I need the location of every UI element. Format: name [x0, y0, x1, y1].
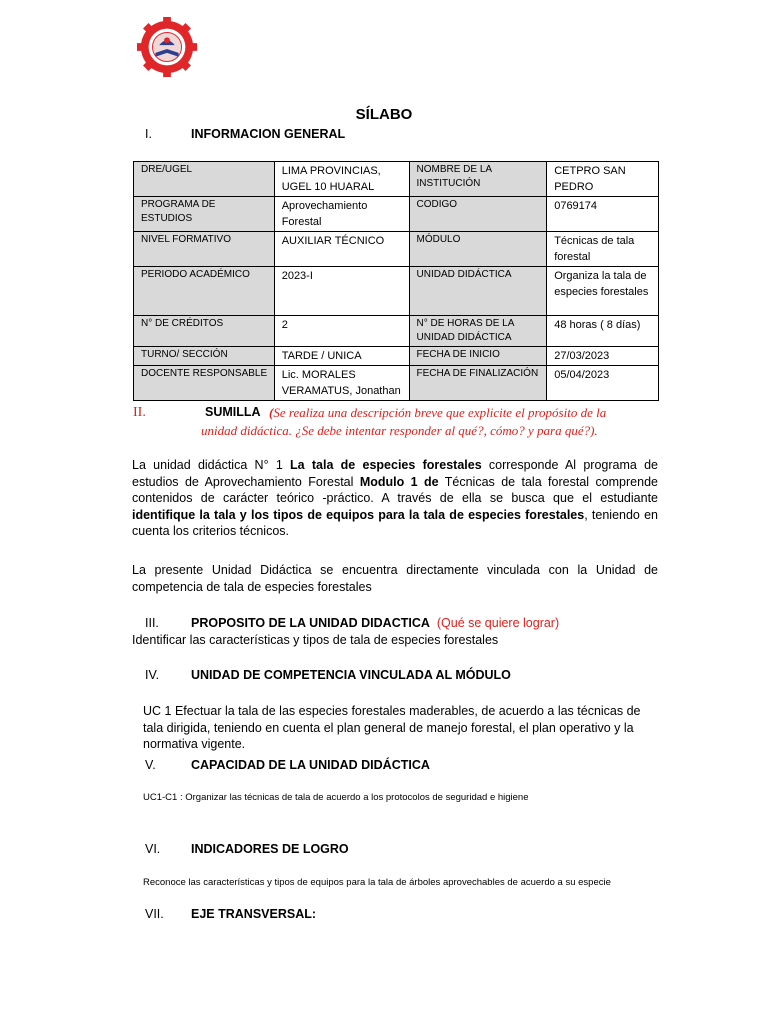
section-6-text: Reconoce las características y tipos de equipos para la tala de árboles aprovechables de acuerdo a su especie	[143, 877, 611, 888]
institution-logo	[136, 16, 198, 78]
table-key: CODIGO	[409, 197, 547, 232]
document-title: SÍLABO	[355, 106, 413, 123]
table-key: MÓDULO	[409, 232, 547, 267]
section-label: CAPACIDAD DE LA UNIDAD DIDÁCTICA	[191, 758, 430, 772]
sumilla-paragraph-2: La presente Unidad Didáctica se encuentra directamente vinculada con la Unidad de competencia de tala de especies forestales	[132, 563, 658, 594]
text-run: Técnicas de tala forestal comprende contenidos de carácter teórico -práctico. A través de ella se busca que el estudiante	[132, 474, 658, 505]
section-note: (Qué se quiere lograr)	[436, 616, 560, 630]
table-value: 2023-I	[274, 267, 409, 316]
table-value: 27/03/2023	[547, 347, 659, 366]
section-label: INFORMACION GENERAL	[191, 127, 346, 141]
text-run-bold: identifique la tala y los tipos de equipos para la tala de especies forestales	[132, 507, 585, 522]
section-number: III.	[145, 616, 159, 630]
table-key: NOMBRE DE LA INSTITUCIÓN	[409, 162, 547, 197]
table-key: FECHA DE INICIO	[409, 347, 547, 366]
general-info-table	[133, 161, 659, 401]
section-number: VI.	[145, 842, 161, 856]
table-row	[134, 316, 659, 347]
section-label-text: PROPOSITO DE LA UNIDAD DIDACTICA	[191, 616, 430, 630]
table-row	[134, 366, 659, 401]
table-key: DOCENTE RESPONSABLE	[134, 366, 275, 401]
text-run-bold: La tala de especies forestales	[290, 458, 482, 472]
text-run-bold: Modulo 1 de	[359, 474, 439, 489]
table-value: CETPRO SAN PEDRO	[547, 162, 659, 197]
section-5-text: UC1-C1 : Organizar las técnicas de tala de acuerdo a los protocolos de seguridad e higiene	[143, 792, 529, 803]
section-number: II.	[133, 405, 146, 420]
section-note	[269, 403, 663, 422]
table-value: Organiza la tala de especies forestales	[547, 267, 659, 316]
section-label: EJE TRANSVERSAL:	[191, 907, 317, 921]
section-label	[191, 616, 559, 630]
table-value: AUXILIAR TÉCNICO	[274, 232, 409, 267]
note-line-1: Se realiza una descripción breve que explicite el propósito de la	[273, 405, 607, 420]
text-run: , teniendo en cuenta los criterios técnicos.	[132, 507, 658, 538]
table-value: 2	[274, 316, 409, 347]
table-value: Lic. MORALES VERAMATUS, Jonathan	[274, 366, 409, 401]
section-4-text: UC 1 Efectuar la tala de las especies forestales maderables, de acuerdo a las técnicas de tala dirigida, teniendo en cuenta el plan general de manejo forestal, el plan operativo y la normativa vigente.	[143, 704, 641, 751]
section-number: VII.	[145, 907, 164, 921]
table-key: DRE/UGEL	[134, 162, 275, 197]
table-value: 0769174	[547, 197, 659, 232]
table-key: UNIDAD DIDÁCTICA	[409, 267, 547, 316]
table-value: Técnicas de tala forestal	[547, 232, 659, 267]
table-key: TURNO/ SECCIÓN	[134, 347, 275, 366]
table-row	[134, 232, 659, 267]
note-paren: (	[269, 405, 274, 420]
sumilla-paragraph	[132, 457, 658, 540]
table-value: TARDE / UNICA	[274, 347, 409, 366]
table-value: Aprovechamiento Forestal	[274, 197, 409, 232]
table-row	[134, 347, 659, 366]
table-value: 05/04/2023	[547, 366, 659, 401]
note-line-2: unidad didáctica. ¿Se debe intentar responder al qué?, cómo? y para qué?).	[201, 423, 598, 438]
table-value: 48 horas ( 8 días)	[547, 316, 659, 347]
table-key: N° DE HORAS DE LA UNIDAD DIDÁCTICA	[409, 316, 547, 347]
section-number: I.	[145, 127, 152, 141]
table-key: FECHA DE FINALIZACIÓN	[409, 366, 547, 401]
table-key: NIVEL FORMATIVO	[134, 232, 275, 267]
table-row	[134, 162, 659, 197]
table-key: PERIODO ACADÉMICO	[134, 267, 275, 316]
table-row	[134, 267, 659, 316]
section-label: UNIDAD DE COMPETENCIA VINCULADA AL MÓDULO	[191, 668, 511, 682]
table-key: N° DE CRÉDITOS	[134, 316, 275, 347]
table-key: PROGRAMA DE ESTUDIOS	[134, 197, 275, 232]
text-run: corresponde Al programa de estudios de Aprovechamiento Forestal	[132, 458, 658, 489]
section-label: SUMILLA	[205, 405, 261, 419]
section-label: INDICADORES DE LOGRO	[191, 842, 349, 856]
section-number: V.	[145, 758, 156, 772]
section-number: IV.	[145, 668, 160, 682]
table-row	[134, 197, 659, 232]
section-3-text: Identificar las características y tipos de tala de especies forestales	[132, 633, 499, 647]
text-run: La unidad didáctica N° 1	[132, 458, 291, 472]
table-value: LIMA PROVINCIAS, UGEL 10 HUARAL	[274, 162, 409, 197]
